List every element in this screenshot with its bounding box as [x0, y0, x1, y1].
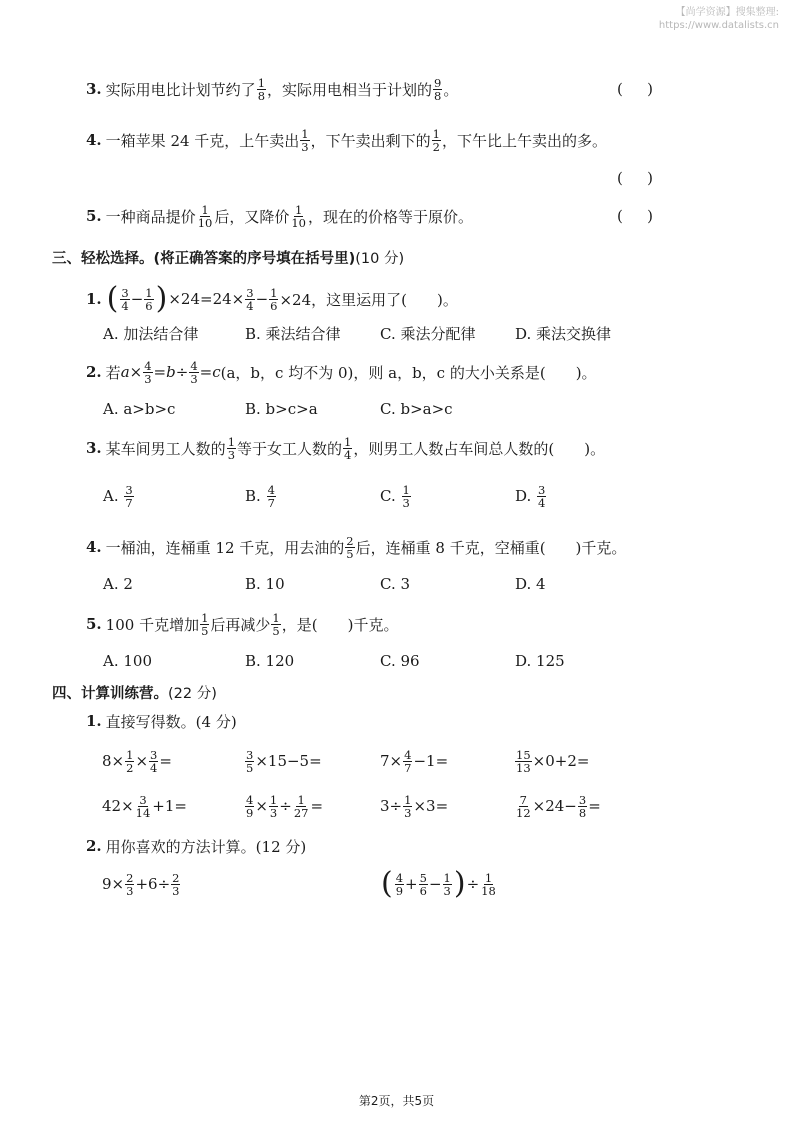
- question-text: 一箱苹果 24 千克，上午卖出: [105, 131, 300, 150]
- question-text: 若: [105, 363, 121, 382]
- fraction: $\frac{3}{4}$: [150, 747, 158, 775]
- question-text: 后，又降价: [214, 207, 290, 226]
- calc-expr: $\frac{7}{12}$ ×24− $\frac{3}{8}$ =: [516, 792, 601, 820]
- calc-expr: $\frac{4}{9}$ × $\frac{1}{3}$ ÷ $\frac{1}{27}$ =: [246, 792, 324, 820]
- fraction: $\frac{3}{7}$: [125, 482, 133, 510]
- calc-expr: 42× $\frac{3}{14}$ +1=: [102, 792, 187, 820]
- fraction: $\frac{3}{5}$: [246, 747, 254, 775]
- answer-blank[interactable]: ( ): [617, 207, 653, 225]
- fraction: $\frac{1}{27}$: [293, 792, 309, 820]
- fraction: $\frac{1}{2}$: [432, 126, 440, 154]
- operator: =: [199, 363, 213, 381]
- option-a[interactable]: A. $\frac{3}{7}$: [103, 482, 133, 510]
- option-b[interactable]: B. 乘法结合律: [245, 324, 341, 343]
- section-score: (10 分): [355, 250, 405, 267]
- fraction: $\frac{2}{3}$: [172, 870, 180, 898]
- fraction: $\frac{2}{5}$: [346, 533, 354, 561]
- operator: −: [255, 290, 269, 308]
- option-b[interactable]: B. $\frac{4}{7}$: [245, 482, 275, 510]
- variable: b: [166, 363, 176, 381]
- fraction: $\frac{1}{3}$: [227, 434, 236, 462]
- fraction: $\frac{1}{10}$: [291, 202, 306, 230]
- watermark-line2: https://www.datalists.cn: [658, 20, 779, 31]
- option-a[interactable]: A. 加法结合律: [103, 324, 199, 343]
- fraction: $\frac{1}{5}$: [272, 610, 280, 638]
- fraction: $\frac{1}{3}$: [404, 792, 412, 820]
- question-text: 用你喜欢的方法计算。(12 分): [105, 837, 307, 856]
- option-a[interactable]: A. 2: [103, 575, 133, 593]
- answer-blank[interactable]: ( ): [617, 80, 653, 98]
- judge-item-4-blank-row: [0, 158, 793, 198]
- calc-row-2: [0, 786, 793, 826]
- question-text: ×24，这里运用了( )。: [279, 290, 458, 309]
- fraction: $\frac{1}{4}$: [344, 434, 352, 462]
- calc-expr: 8× $\frac{1}{2}$ × $\frac{3}{4}$ =: [102, 747, 172, 775]
- question-text: ，下午比上午卖出的多。: [441, 131, 607, 150]
- judge-item-4: [0, 120, 793, 160]
- question-number: 3.: [86, 439, 102, 457]
- question-text: ，则男工人数占车间总人数的( )。: [353, 439, 606, 458]
- option-a[interactable]: A. 100: [103, 652, 152, 670]
- choice-question-2: [0, 352, 793, 392]
- option-d[interactable]: D. 乘法交换律: [515, 324, 612, 343]
- question-number: 5.: [86, 615, 102, 633]
- option-b[interactable]: B. 120: [245, 652, 295, 670]
- option-c[interactable]: C. $\frac{1}{3}$: [380, 482, 410, 510]
- fraction: $\frac{4}{9}$: [395, 870, 404, 898]
- operator: −: [130, 290, 144, 308]
- choice-question-5: [0, 604, 793, 644]
- fraction: $\frac{1}{3}$: [269, 792, 278, 820]
- question-text: 后，连桶重 8 千克，空桶重( )千克。: [355, 538, 627, 557]
- judge-item-3: [0, 69, 793, 109]
- variable: c: [212, 363, 221, 381]
- question-text: ×24=24×: [168, 290, 245, 308]
- fraction: $\frac{4}{7}$: [267, 482, 275, 510]
- fraction: $\frac{1}{5}$: [201, 610, 209, 638]
- question-number: 4.: [86, 538, 102, 556]
- fraction: $\frac{4}{9}$: [246, 792, 254, 820]
- calc-expr: 7× $\frac{4}{7}$ −1=: [380, 747, 449, 775]
- operator: ×: [129, 363, 143, 381]
- operator: =: [153, 363, 167, 381]
- calc-expr: $\frac{15}{13}$ ×0+2=: [516, 747, 590, 775]
- calc-expr: $\frac{3}{5}$ ×15−5=: [246, 747, 322, 775]
- fraction: $\frac{4}{3}$: [190, 358, 198, 386]
- choice-question-3: [0, 428, 793, 468]
- question-text: 后再减少: [210, 615, 271, 634]
- fraction: $\frac{1}{6}$: [145, 285, 153, 313]
- question-number: 2.: [86, 363, 102, 381]
- section-title: 四、计算训练营。: [52, 685, 168, 702]
- question-number: 1.: [86, 712, 102, 730]
- question-text: 。: [443, 80, 459, 99]
- choice-options-2: [0, 389, 793, 429]
- choice-question-4: [0, 527, 793, 567]
- option-c[interactable]: C. 乘法分配律: [380, 324, 476, 343]
- question-number: 2.: [86, 837, 102, 855]
- calc-expr: 9× $\frac{2}{3}$ +6÷ $\frac{2}{3}$: [102, 870, 180, 898]
- answer-blank[interactable]: ( ): [617, 169, 653, 187]
- calc2-row: [0, 864, 793, 904]
- calc-part-1-title: [0, 701, 793, 741]
- fraction: $\frac{3}{4}$: [121, 285, 129, 313]
- fraction: $\frac{1}{6}$: [270, 285, 278, 313]
- option-b[interactable]: B. 10: [245, 575, 285, 593]
- fraction: $\frac{3}{8}$: [578, 792, 587, 820]
- fraction: $\frac{1}{2}$: [126, 747, 134, 775]
- left-paren: (: [106, 281, 119, 316]
- fraction: $\frac{1}{10}$: [197, 202, 213, 230]
- question-text: (a，b，c 均不为 0)，则 a，b，c 的大小关系是( )。: [220, 363, 597, 382]
- question-text: ，实际用电相当于计划的: [267, 80, 433, 99]
- question-text: 一桶油，连桶重 12 千克，用去油的: [105, 538, 345, 557]
- fraction: $\frac{1}{3}$: [402, 482, 410, 510]
- fraction: $\frac{3}{4}$: [246, 285, 254, 313]
- question-number: 4.: [86, 131, 102, 149]
- operator: ÷: [175, 363, 189, 381]
- fraction: $\frac{5}{6}$: [419, 870, 427, 898]
- option-d[interactable]: D. $\frac{3}{4}$: [515, 482, 546, 510]
- fraction: $\frac{1}{8}$: [257, 75, 266, 103]
- judge-item-5: [0, 196, 793, 236]
- fraction: $\frac{4}{3}$: [144, 358, 152, 386]
- option-c[interactable]: C. 3: [380, 575, 411, 593]
- option-c[interactable]: C. b>a>c: [380, 400, 453, 418]
- section-score: (22 分): [168, 685, 217, 702]
- question-text: 直接写得数。(4 分): [105, 712, 237, 731]
- option-b[interactable]: B. b>c>a: [245, 400, 318, 418]
- calc-expr: ( $\frac{4}{9}$ + $\frac{5}{6}$ − $\frac{1}{3}$ ) ÷ $\frac{1}{18}$: [381, 866, 496, 901]
- choice-options-3: [0, 476, 793, 516]
- fraction: $\frac{1}{18}$: [481, 870, 496, 898]
- fraction: $\frac{1}{3}$: [301, 126, 309, 154]
- option-d[interactable]: D. 125: [515, 652, 565, 670]
- watermark: [659, 6, 779, 32]
- fraction: $\frac{3}{4}$: [538, 482, 546, 510]
- question-text: ，是( )千克。: [281, 615, 399, 634]
- option-c[interactable]: C. 96: [380, 652, 420, 670]
- section-3-heading: [0, 237, 793, 277]
- option-d[interactable]: D. 4: [515, 575, 546, 593]
- variable: a: [120, 363, 130, 381]
- question-text: ，下午卖出剩下的: [310, 131, 431, 150]
- choice-options-4: [0, 564, 793, 604]
- fraction: $\frac{15}{13}$: [516, 747, 531, 775]
- question-text: 一种商品提价: [105, 207, 196, 226]
- calc-part-2-title: [0, 826, 793, 866]
- question-text: 100 千克增加: [105, 615, 200, 634]
- question-number: 3.: [86, 80, 102, 98]
- option-a[interactable]: A. a>b>c: [103, 400, 176, 418]
- question-text: ，现在的价格等于原价。: [307, 207, 473, 226]
- fraction: $\frac{1}{3}$: [443, 870, 451, 898]
- question-number: 1.: [86, 290, 102, 308]
- question-number: 5.: [86, 207, 102, 225]
- question-text: 某车间男工人数的: [105, 439, 226, 458]
- fraction: $\frac{3}{14}$: [135, 792, 151, 820]
- right-paren: ): [155, 281, 168, 316]
- choice-options-1: [0, 313, 793, 353]
- calc-row-1: [0, 741, 793, 781]
- fraction: $\frac{7}{12}$: [516, 792, 531, 820]
- fraction: $\frac{4}{7}$: [404, 747, 412, 775]
- watermark-line1: 【尚学资源】搜集整理:: [675, 7, 779, 18]
- calc-expr: 3÷ $\frac{1}{3}$ ×3=: [380, 792, 449, 820]
- question-text: 实际用电比计划节约了: [105, 80, 256, 99]
- page-footer: 第2页，共5页: [358, 1094, 435, 1108]
- question-text: 等于女工人数的: [237, 439, 343, 458]
- fraction: $\frac{9}{8}$: [434, 75, 442, 103]
- section-title: 三、轻松选择。(将正确答案的序号填在括号里): [52, 250, 356, 267]
- fraction: $\frac{2}{3}$: [126, 870, 134, 898]
